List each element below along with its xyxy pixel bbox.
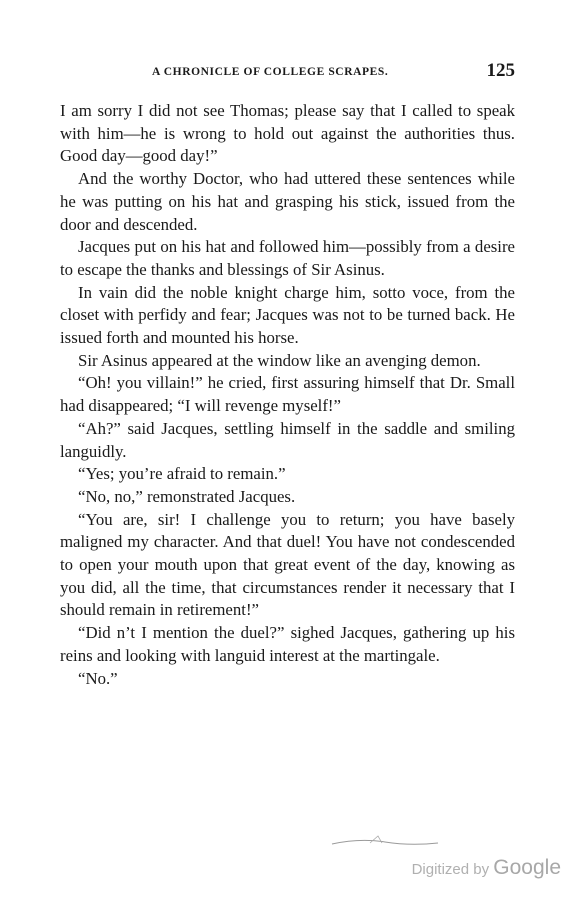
paragraph: “No.”	[78, 668, 118, 688]
paragraph: Jacques put on his hat and followed him—possibly from a desire to escape the thanks and blessings of Sir Asinus.	[60, 237, 515, 279]
paragraph: “Ah?” said Jacques, settling himself in the saddle and smiling languidly.	[60, 418, 515, 461]
paragraph: And the worthy Doctor, who had uttered these sentences while he was putting on his hat and grasping his stick, issued from the door and descended.	[60, 169, 515, 234]
watermark-brand-logo: Google	[493, 856, 561, 879]
printer-ornament-mark	[330, 832, 440, 848]
paragraph: “Oh! you villain!” he cried, first assuring himself that Dr. Small had disappeared; “I will revenge myself!”	[60, 373, 515, 416]
paragraph: “You are, sir! I challenge you to return; you have basely maligned my character. And that duel! You have not condescended to open your mouth upon that great event of the day, knowing as you did, all the time, that circumstances render it necessary that I should remain in retirement!”	[60, 509, 515, 620]
page-header	[60, 62, 515, 86]
paragraph: I am sorry I did not see Thomas; please say that I called to speak with him—he is wrong to hold out against the authorities thus. Good day—good day!”	[60, 101, 515, 166]
page-number: 125	[486, 60, 515, 81]
running-title: A CHRONICLE OF COLLEGE SCRAPES.	[152, 66, 389, 78]
body-text	[60, 100, 515, 690]
digitized-watermark	[412, 856, 561, 880]
paragraph: “Yes; you’re afraid to remain.”	[78, 464, 286, 484]
paragraph: Sir Asinus appeared at the window like an avenging demon.	[78, 350, 481, 370]
paragraph: “Did n’t I mention the duel?” sighed Jacques, gathering up his reins and looking with languid interest at the martingale.	[60, 623, 515, 665]
watermark-prefix: Digitized by	[411, 861, 490, 878]
paragraph: In vain did the noble knight charge him, sotto voce, from the closet with perfidy and fear; Jacques was not to be turned back. He issued forth and mounted his horse.	[60, 282, 515, 348]
paragraph: “No, no,” remonstrated Jacques.	[78, 486, 296, 506]
